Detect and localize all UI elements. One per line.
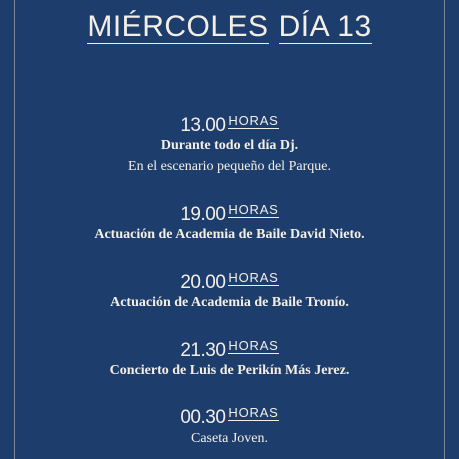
event-item [0, 114, 459, 178]
event-item [0, 406, 459, 450]
event-time-row [0, 339, 459, 361]
event-time-unit: HORAS [228, 202, 279, 217]
event-time-row [0, 203, 459, 225]
event-time-row [0, 271, 459, 293]
event-item [0, 203, 459, 245]
event-time: 13.00 [180, 115, 226, 136]
event-item [0, 339, 459, 381]
event-title: Actuación de Academia de Baile David Nieto. [94, 227, 365, 242]
event-detail: En el escenario pequeño del Parque. [128, 159, 331, 174]
event-time-unit: HORAS [228, 405, 279, 420]
event-time-unit: HORAS [228, 113, 279, 128]
event-time-unit: HORAS [228, 338, 279, 353]
page-title [0, 10, 459, 44]
event-title: Caseta Joven. [191, 431, 268, 446]
title-day: MIÉRCOLES [87, 10, 269, 43]
event-title: Durante todo el día Dj. [160, 138, 299, 153]
event-time: 20.00 [180, 272, 226, 293]
event-title: Actuación de Academia de Baile Tronío. [110, 295, 349, 310]
event-title: Concierto de Luis de Perikín Más Jerez. [109, 363, 350, 378]
event-time-unit: HORAS [228, 270, 279, 285]
event-item [0, 271, 459, 313]
title-date: DÍA 13 [278, 10, 372, 43]
event-time: 19.00 [180, 204, 226, 225]
event-time: 21.30 [180, 340, 226, 361]
event-time: 00.30 [180, 407, 226, 428]
event-time-row [0, 114, 459, 136]
event-time-row [0, 406, 459, 428]
